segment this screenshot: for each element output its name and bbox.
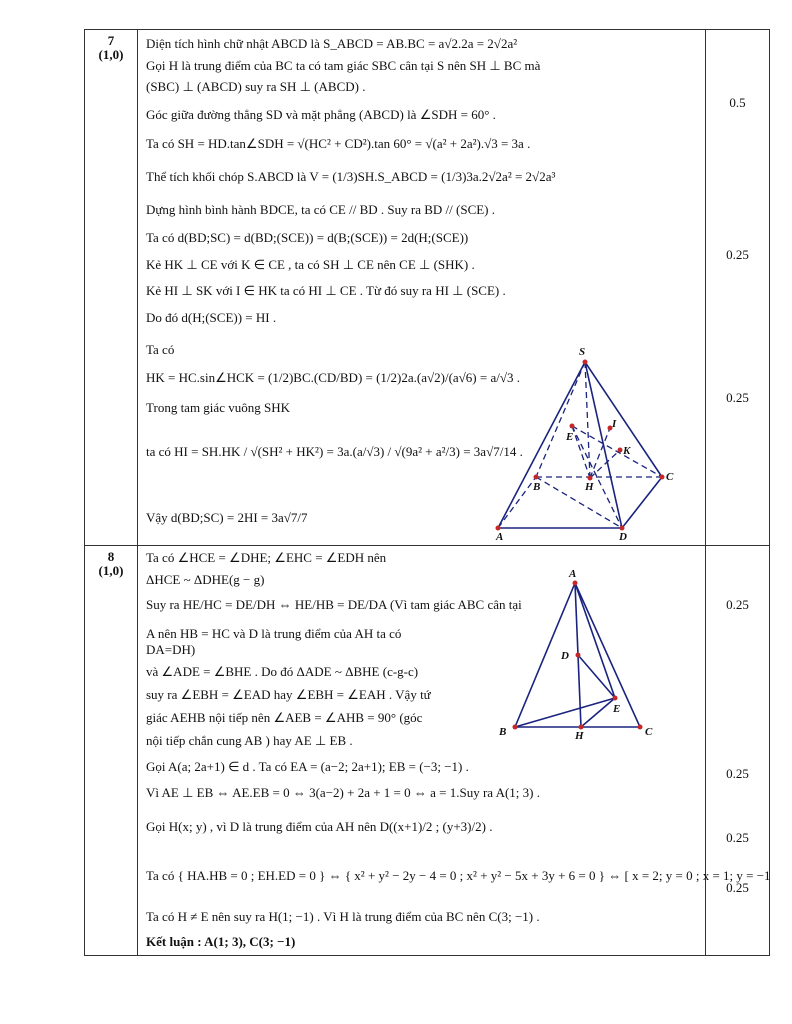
solution-line: Ta có ∠HCE = ∠DHE; ∠EHC = ∠EDH nên (146, 550, 387, 565)
vertex-label: E (566, 431, 574, 443)
vertex-label: S (579, 346, 586, 358)
solution-line: ta có HI = SH.HK / √(SH² + HK²) = 3a.(a/√3) / √(9a² + a²/3) = 3a√7/14 . (146, 444, 523, 459)
solution-line: Gọi H là trung điểm của BC ta có tam giác SBC cân tại S nên SH ⊥ BC mà (146, 58, 541, 73)
solution-line: và ∠ADE = ∠BHE . Do đó ΔADE ~ ΔBHE (c-g-c) (146, 664, 419, 679)
vertex-label: E (613, 703, 621, 715)
score: 0.25 (726, 880, 749, 895)
vertex-label: B (533, 481, 541, 493)
vertex-label: C (666, 471, 674, 483)
question-number: 8 (107, 549, 115, 564)
score: 0.25 (726, 597, 749, 612)
question-points: (1,0) (98, 563, 124, 578)
score: 0.5 (729, 95, 746, 110)
vertex-label: H (585, 481, 594, 493)
vertex-label: A (569, 568, 577, 580)
score: 0.25 (726, 830, 749, 845)
table-border-bottom (84, 955, 770, 956)
question-number: 7 (107, 33, 115, 48)
solution-line: A nên HB = HC và D là trung điểm của AH ta có (146, 626, 402, 641)
vertex-label: B (499, 726, 507, 738)
table-border-left (84, 29, 85, 956)
solution-line: giác AEHB nội tiếp nên ∠AEB = ∠AHB = 90° (góc (146, 710, 423, 725)
vertex-label: K (623, 445, 631, 457)
score: 0.25 (726, 247, 749, 262)
solution-line: nội tiếp chắn cung AB ) hay AE ⊥ EB . (146, 733, 353, 748)
solution-line: Ta có d(BD;SC) = d(BD;(SCE)) = d(B;(SCE)) = 2d(H;(SCE)) (146, 230, 469, 245)
vertex-label: D (619, 531, 627, 543)
solution-line: Vậy d(BD;SC) = 2HI = 3a√7/7 (146, 510, 308, 525)
solution-line: Thể tích khối chóp S.ABCD là V = (1/3)SH.S_ABCD = (1/3)3a.2√2a² = 2√2a³ (146, 169, 556, 184)
table-border-top (84, 29, 770, 30)
solution-line: DA=DH) (146, 642, 196, 657)
solution-line: (SBC) ⊥ (ABCD) suy ra SH ⊥ (ABCD) . (146, 79, 366, 94)
solution-line: Ta có SH = HD.tan∠SDH = √(HC² + CD²).tan 60° = √(a² + 2a²).√3 = 3a . (146, 136, 531, 151)
solution-line: Do đó d(H;(SCE)) = HI . (146, 310, 277, 325)
solution-line: Trong tam giác vuông SHK (146, 400, 290, 415)
table-col-divider-2 (705, 29, 706, 956)
solution-line: suy ra ∠EBH = ∠EAD hay ∠EBH = ∠EAH . Vậy tứ (146, 687, 431, 702)
conclusion-line: Kết luận : A(1; 3), C(3; −1) (146, 934, 296, 949)
pyramid-figure (490, 340, 680, 545)
solution-line: HK = HC.sin∠HCK = (1/2)BC.(CD/BD) = (1/2)2a.(a√2)/(a√6) = a/√3 . (146, 370, 520, 385)
solution-line: Gọi H(x; y) , vì D là trung điểm của AH nên D((x+1)/2 ; (y+3)/2) . (146, 819, 493, 834)
vertex-label: C (645, 726, 653, 738)
table-border-right (769, 29, 770, 956)
solution-line: Ta có (146, 342, 175, 357)
solution-line: Dựng hình bình hành BDCE, ta có CE // BD . Suy ra BD // (SCE) . (146, 202, 496, 217)
triangle-figure (495, 565, 670, 745)
vertex-label: H (575, 730, 584, 742)
solution-line: Góc giữa đường thẳng SD và mặt phẳng (ABCD) là ∠SDH = 60° . (146, 107, 496, 122)
solution-line: Vì AE ⊥ EB ⇔ AE.EB = 0 ⇔ 3(a−2) + 2a + 1 = 0 ⇔ a = 1.Suy ra A(1; 3) . (146, 785, 540, 800)
solution-line: Ta có H ≠ E nên suy ra H(1; −1) . Vì H là trung điểm của BC nên C(3; −1) . (146, 909, 540, 924)
vertex-label: A (496, 531, 504, 543)
solution-line: ΔHCE ~ ΔDHE(g − g) (146, 572, 265, 587)
score: 0.25 (726, 766, 749, 781)
vertex-label: I (612, 418, 617, 430)
score: 0.25 (726, 390, 749, 405)
solution-line: Diện tích hình chữ nhật ABCD là S_ABCD = AB.BC = a√2.2a = 2√2a² (146, 36, 518, 51)
table-border-mid (84, 545, 770, 546)
solution-line: Ta có { HA.HB = 0 ; EH.ED = 0 } ⇔ { x² + y² − 2y − 4 = 0 ; x² + y² − 5x + 3y + 6 = 0 } ⇔ [ x = 2; y = 0 ; x = 1; y = −1 (146, 868, 771, 883)
vertex-label: D (561, 650, 569, 662)
solution-line: Suy ra HE/HC = DE/DH ⇔ HE/HB = DE/DA (Vì tam giác ABC cân tại (146, 597, 522, 612)
question-points: (1,0) (98, 47, 124, 62)
table-col-divider-1 (137, 29, 138, 956)
solution-line: Gọi A(a; 2a+1) ∈ d . Ta có EA = (a−2; 2a+1); EB = (−3; −1) . (146, 759, 469, 774)
solution-line: Kẻ HI ⊥ SK với I ∈ HK ta có HI ⊥ CE . Từ đó suy ra HI ⊥ (SCE) . (146, 283, 506, 298)
solution-line: Kẻ HK ⊥ CE với K ∈ CE , ta có SH ⊥ CE nên CE ⊥ (SHK) . (146, 257, 475, 272)
